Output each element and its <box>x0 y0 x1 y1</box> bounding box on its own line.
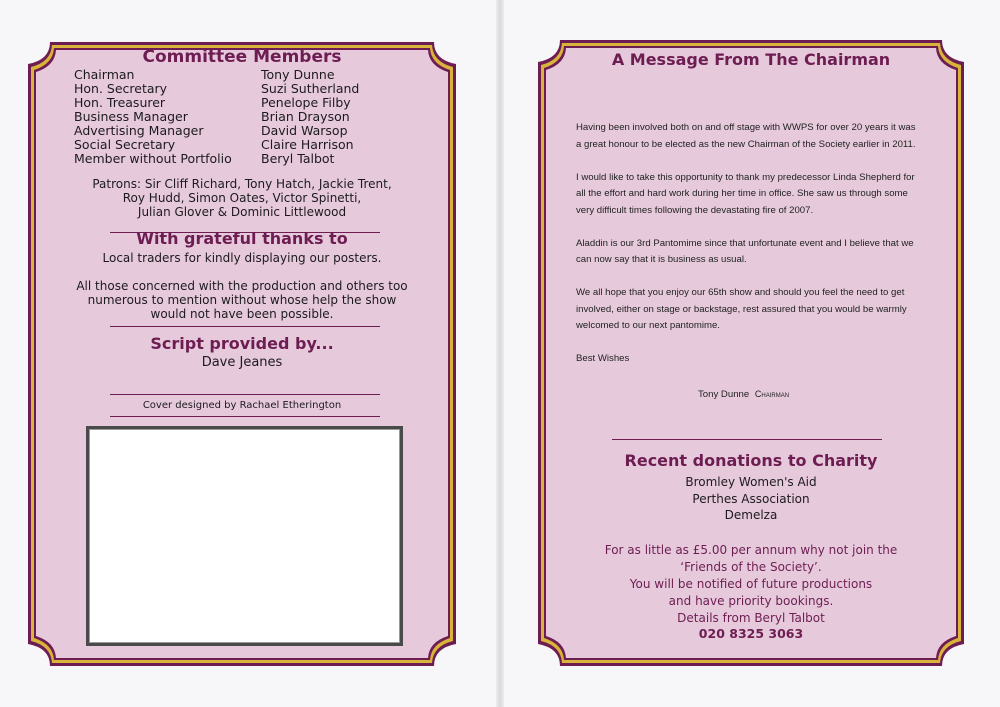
message-line: Having been involved both on and off stage with WWPS for over 20 years it was <box>576 122 916 133</box>
charity-item: Bromley Women's Aid <box>685 475 817 489</box>
committee-role: Advertising Manager <box>74 123 204 138</box>
thanks-paragraph-line: would not have been possible. <box>150 307 334 321</box>
right-panel <box>536 38 966 668</box>
patrons-line: Roy Hudd, Simon Oates, Victor Spinetti, <box>122 191 362 205</box>
signoff: Best Wishes <box>576 353 630 364</box>
message-line: welcomed to our next pantomime. <box>576 320 720 331</box>
signature <box>698 386 789 404</box>
message-paragraph <box>576 120 936 153</box>
friends-line: Details from Beryl Talbot <box>677 611 825 625</box>
friends-line: and have priority bookings. <box>668 594 834 608</box>
divider <box>110 326 380 327</box>
message-paragraph <box>576 285 936 335</box>
message-paragraph <box>576 236 936 269</box>
message-line: Aladdin is our 3rd Pantomime since that unfortunate event and I believe that we <box>576 237 914 249</box>
patrons-line: Julian Glover & Dominic Littlewood <box>137 205 347 219</box>
patrons-line: Patrons: Sir Cliff Richard, Tony Hatch, Jackie Trent, <box>92 177 392 191</box>
message-title: A Message From The Chairman <box>611 50 891 69</box>
message-line: I would like to take this opportunity to thank my predecessor Linda Shepherd for <box>576 171 915 183</box>
committee-role: Chairman <box>74 67 135 82</box>
photo-placeholder <box>86 426 403 646</box>
committee-role: Hon. Treasurer <box>74 95 166 110</box>
committee-name: Beryl Talbot <box>261 151 335 166</box>
divider <box>612 439 882 440</box>
thanks-title: With grateful thanks to <box>136 229 348 248</box>
message-paragraph <box>576 170 936 220</box>
message-line: very difficult times following the devastating fire of 2007. <box>576 204 814 216</box>
signature-title: Chairman <box>754 389 790 399</box>
message-line: all the effort and hard work during her time in office. She saw us through some <box>576 188 908 199</box>
chairman-message <box>576 120 936 351</box>
committee-name: Claire Harrison <box>261 137 354 152</box>
committee-role: Hon. Secretary <box>74 81 168 96</box>
committee-role: Member without Portfolio <box>74 151 232 166</box>
committee-title: Committee Members <box>142 47 342 67</box>
committee-role: Business Manager <box>74 109 188 124</box>
message-line: involved, either on stage or backstage, rest assured that you would be warmly <box>576 303 907 315</box>
cover-credit: Cover designed by Rachael Etherington <box>142 400 342 411</box>
message-line: We all hope that you enjoy our 65th show and should you feel the need to get <box>576 287 905 298</box>
divider <box>110 416 380 417</box>
friends-line: You will be notified of future productions <box>629 577 873 591</box>
thanks-paragraph-line: All those concerned with the production and others too <box>76 279 408 293</box>
thanks-paragraph-line: numerous to mention without whose help the show <box>87 293 397 307</box>
committee-name: Brian Drayson <box>261 109 350 124</box>
message-line: can now say that it is business as usual. <box>576 254 747 265</box>
divider <box>110 394 380 395</box>
committee-role: Social Secretary <box>74 137 176 152</box>
phone-number: 020 8325 3063 <box>698 626 804 641</box>
message-line: a great honour to be elected as the new Chairman of the Society earlier in 2011. <box>576 138 916 150</box>
script-title: Script provided by... <box>150 334 334 353</box>
thanks-line: Local traders for kindly displaying our posters. <box>102 251 382 265</box>
committee-name: Penelope Filby <box>261 95 351 110</box>
script-author: Dave Jeanes <box>201 355 283 370</box>
committee-name: Tony Dunne <box>261 67 335 82</box>
signature-name: Tony Dunne <box>698 389 750 400</box>
committee-name: David Warsop <box>261 123 348 138</box>
charity-item: Perthes Association <box>692 491 810 506</box>
friends-line: For as little as £5.00 per annum why not join the <box>604 543 898 557</box>
friends-line: ‘Friends of the Society’. <box>680 560 822 574</box>
committee-name: Suzi Sutherland <box>261 81 360 96</box>
charity-item: Demelza <box>724 508 778 522</box>
page-spine <box>496 0 504 707</box>
left-panel <box>26 40 458 668</box>
charity-title: Recent donations to Charity <box>624 451 878 470</box>
